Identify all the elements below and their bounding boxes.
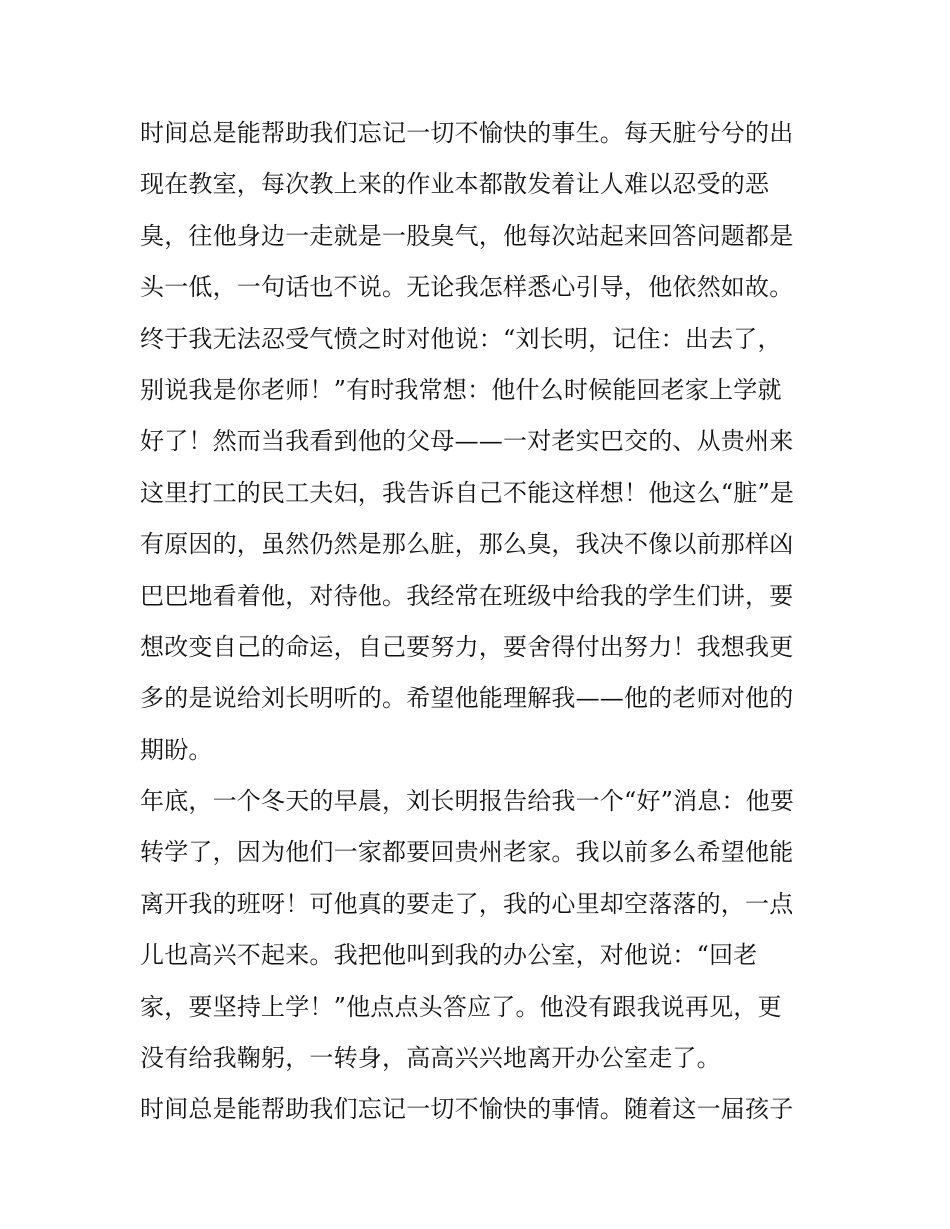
text-line: 有原因的，虽然仍然是那么脏，那么臭，我决不像以前那样凶	[140, 530, 794, 559]
text-line: 现在教室，每次教上来的作业本都散发着让人难以忍受的恶	[140, 170, 770, 199]
text-line: 期盼。	[140, 735, 213, 764]
text-line: 想改变自己的命运，自己要努力，要舍得付出努力！我想我更	[140, 632, 794, 661]
text-line: 巴巴地看着他，对待他。我经常在班级中给我的学生们讲，要	[140, 581, 794, 610]
body-text	[140, 108, 820, 1136]
text-line: 儿也高兴不起来。我把他叫到我的办公室，对他说：“回老	[140, 941, 758, 970]
text-line: 臭，往他身边一走就是一股臭气，他每次站起来回答问题都是	[140, 221, 794, 250]
text-line: 头一低，一句话也不说。无论我怎样悉心引导，他依然如故。	[140, 273, 794, 302]
text-line: 好了！然而当我看到他的父母——一对老实巴交的、从贵州来	[140, 427, 794, 456]
text-line: 没有给我鞠躬，一转身，高高兴兴地离开办公室走了。	[140, 1044, 721, 1073]
text-line: 多的是说给刘长明听的。希望他能理解我——他的老师对他的	[140, 684, 794, 713]
text-line: 转学了，因为他们一家都要回贵州老家。我以前多么希望他能	[140, 838, 794, 867]
text-line: 家，要坚持上学！”他点点头答应了。他没有跟我说再见，更	[140, 992, 782, 1021]
text-line: 年底，一个冬天的早晨，刘长明报告给我一个“好”消息：他要	[140, 787, 795, 816]
text-line: 时间总是能帮助我们忘记一切不愉快的事情。随着这一届孩子	[140, 1095, 794, 1124]
text-line: 终于我无法忍受气愤之时对他说：“刘长明，记住：出去了，	[140, 324, 782, 353]
text-line: 这里打工的民工夫妇，我告诉自己不能这样想！他这么“脏”是	[140, 478, 795, 507]
text-line: 别说我是你老师！”有时我常想：他什么时候能回老家上学就	[140, 375, 782, 404]
text-line: 离开我的班呀！可他真的要走了，我的心里却空落落的，一点	[140, 889, 794, 918]
text-line: 时间总是能帮助我们忘记一切不愉快的事生。每天脏兮兮的出	[140, 119, 794, 147]
